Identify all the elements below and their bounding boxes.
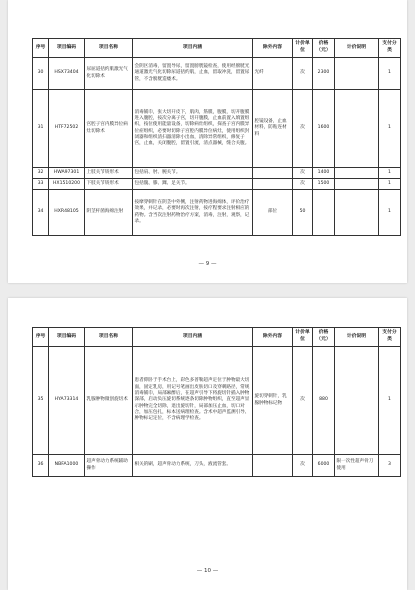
- cell-name: 超声骨动力系统辅助操作: [85, 455, 133, 477]
- cell-pay: 1: [379, 347, 401, 455]
- cell-content: 按摩穿刺针在阴茎中外侧，注射药物进海绵体，评价治疗效果，并记录，必要时再次注射，按疗程要求注射相应的药物。含当次注射药物治疗方案，消毒，注射，观察，记录。: [133, 190, 253, 236]
- cell-code: HYA73314: [49, 347, 85, 455]
- cell-excluded: [253, 455, 293, 477]
- cell-pay: 1: [379, 168, 401, 179]
- cell-name: 尿屈道括约肌激光气化切除术: [85, 58, 133, 90]
- cell-unit: 次: [293, 58, 313, 90]
- header-pay: 支付分类: [379, 328, 401, 347]
- cell-seq: 36: [33, 455, 49, 477]
- cell-excluded: 光纤: [253, 58, 293, 90]
- header-excluded: 除外内容: [253, 39, 293, 58]
- cell-pay: 1: [379, 90, 401, 168]
- header-content: 项目内涵: [133, 328, 253, 347]
- table-header-row: [33, 328, 401, 347]
- cell-price: 1500: [313, 179, 335, 190]
- cell-note: [335, 168, 379, 179]
- fee-table: [32, 38, 401, 236]
- cell-content: 患者仰卧于手术台上，彩色多普勒超声定位于肿物最大切面，固定乳房，用记号笔画出皮肤切口及穿刺路径，常规消毒铺巾，局部麻醉后，在超声引导下将旋切针插入肿物深部，启动负压旋切系统逐条切除肿物组织，直至超声显示肿物完全切除，退出旋切针，局部加压止血，切口对合，加压包扎，标本送病理检查。含术中超声监测引导、肿物标记定位，不含病理学检查。: [133, 347, 253, 455]
- table-row: [33, 58, 401, 90]
- header-pay: 支付分类: [379, 39, 401, 58]
- table-row: [33, 190, 401, 236]
- cell-note: [335, 347, 379, 455]
- header-seq: 序号: [33, 39, 49, 58]
- table-row: [33, 179, 401, 190]
- header-price: 价格（元）: [313, 328, 335, 347]
- cell-name: 下肢关节矫形术: [85, 179, 133, 190]
- cell-excluded: [253, 179, 293, 190]
- cell-price: 6000: [313, 455, 335, 477]
- cell-code: HTF72502: [49, 90, 85, 168]
- header-content: 项目内涵: [133, 39, 253, 58]
- cell-code: HWA97301: [49, 168, 85, 179]
- cell-excluded: [253, 168, 293, 179]
- cell-name: 上肢关节矫形术: [85, 168, 133, 179]
- cell-price: 880: [313, 347, 335, 455]
- cell-pay: 1: [379, 190, 401, 236]
- cell-seq: 35: [33, 347, 49, 455]
- cell-seq: 34: [33, 190, 49, 236]
- cell-unit: 50: [293, 190, 313, 236]
- cell-note: [335, 179, 379, 190]
- cell-code: NBFA1000: [49, 455, 85, 477]
- header-seq: 序号: [33, 328, 49, 347]
- cell-content: 包括髋、膝、踝、足关节。: [133, 179, 253, 190]
- cell-code: HXR48105: [49, 190, 85, 236]
- cell-seq: 31: [33, 90, 49, 168]
- table-row: [33, 168, 401, 179]
- cell-name: 阴茎杆菌海绵注射: [85, 190, 133, 236]
- cell-code: HSX73404: [49, 58, 85, 90]
- cell-pay: 1: [379, 58, 401, 90]
- cell-unit: 次: [293, 90, 313, 168]
- cell-content: 会阴区消毒，留置导尿，留置膀胱镜检查，使用经膀胱光通道激光气化切除尿道括约肌，止血，留取冲洗，留置尿管，不含膀胱造瘘术。: [133, 58, 253, 90]
- header-note: 计价说明: [335, 328, 379, 347]
- header-unit: 计价单位: [293, 39, 313, 58]
- table-header-row: [33, 39, 401, 58]
- cell-price: 1400: [313, 168, 335, 179]
- header-code: 项目编码: [49, 328, 85, 347]
- cell-note: [335, 90, 379, 168]
- cell-content: 相关的刷，超声骨动力系统，刀头，液流管套。: [133, 455, 253, 477]
- header-price: 价格（元）: [313, 39, 335, 58]
- header-excluded: 除外内容: [253, 328, 293, 347]
- header-name: 项目名称: [85, 328, 133, 347]
- page-number: — 10 —: [196, 568, 219, 574]
- header-note: 计价说明: [335, 39, 379, 58]
- document-page-10: [8, 298, 407, 590]
- cell-content: 包括肩、肘、腕关节。: [133, 168, 253, 179]
- cell-unit: 次: [293, 455, 313, 477]
- cell-note: [335, 190, 379, 236]
- cell-excluded: 部位: [253, 190, 293, 236]
- cell-price: [313, 190, 335, 236]
- header-unit: 计价单位: [293, 328, 313, 347]
- cell-code: HX1510200: [49, 179, 85, 190]
- cell-excluded: 旋切穿刺针，乳腺肿物标记物: [253, 347, 293, 455]
- cell-unit: 次: [293, 347, 313, 455]
- header-name: 项目名称: [85, 39, 133, 58]
- cell-unit: 次: [293, 179, 313, 190]
- cell-note: [335, 58, 379, 90]
- document-page-9: [8, 0, 407, 283]
- cell-price: 2300: [313, 58, 335, 90]
- cell-content: 消毒铺巾，张大切开皮下，肌肉，筋膜，腹膜，切开腹膜进入腹腔，按次分离子宫，切开腹膜，止血前置入填置组织，按位使用能量设备，切除病灶组织，探查子宫内膜异位症组织，必要时切除子宫腔内膜异位病灶，使用组织封闭器和组织清扫器清除小出血，清除异常组织，修复子宫，止血，关闭腹腔，留置引流，清点器械，缝合关腹。: [133, 90, 253, 168]
- page-number: — 9 —: [198, 261, 217, 267]
- cell-name: 乳腺肿物微创旋切术: [85, 347, 133, 455]
- cell-seq: 33: [33, 179, 49, 190]
- table-row: [33, 347, 401, 455]
- cell-name: 宫腔子宫内膜异位病灶切除术: [85, 90, 133, 168]
- table-row: [33, 455, 401, 477]
- header-code: 项目编码: [49, 39, 85, 58]
- cell-note: 限一次性超声骨刀使用: [335, 455, 379, 477]
- cell-seq: 32: [33, 168, 49, 179]
- cell-unit: 次: [293, 168, 313, 179]
- cell-seq: 30: [33, 58, 49, 90]
- fee-table: [32, 327, 401, 477]
- cell-excluded: 腔镜设备，止血材料，防粘连材料: [253, 90, 293, 168]
- cell-price: 1600: [313, 90, 335, 168]
- table-row: [33, 90, 401, 168]
- cell-pay: 3: [379, 455, 401, 477]
- cell-pay: 1: [379, 179, 401, 190]
